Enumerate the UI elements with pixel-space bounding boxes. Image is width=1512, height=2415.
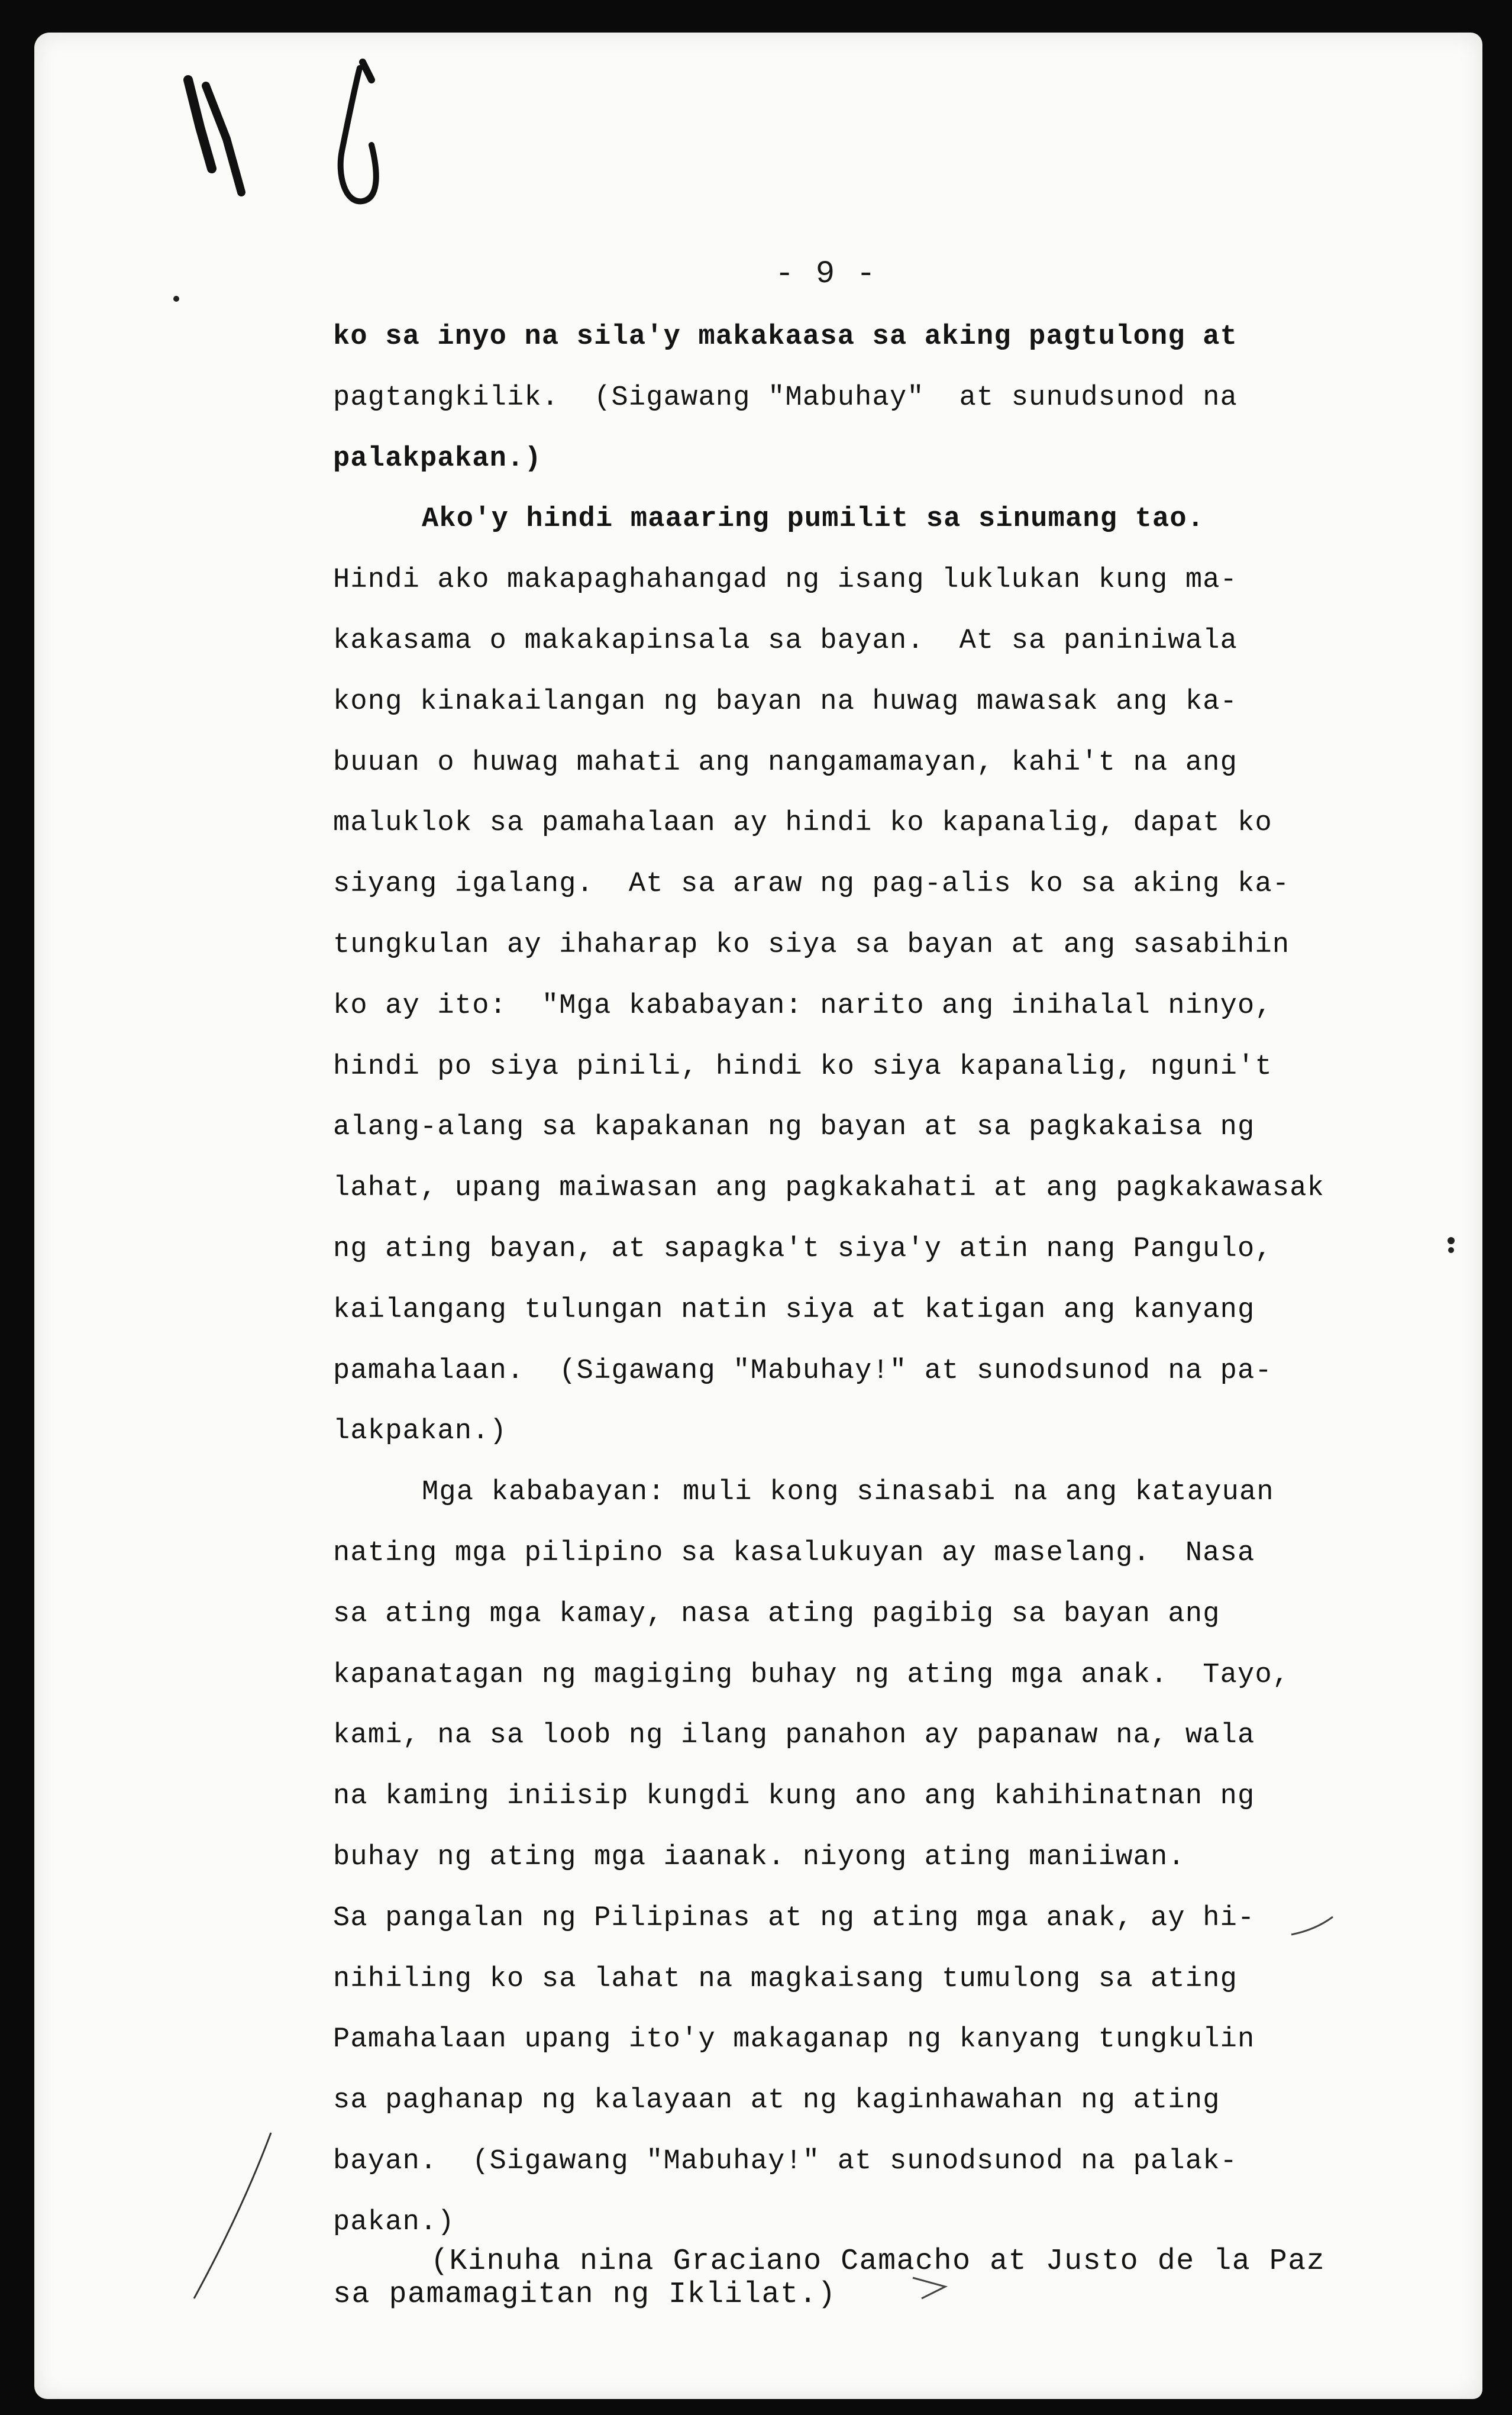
text-line: ko sa inyo na sila'y makakaasa sa aking pagtulong at xyxy=(333,321,1238,353)
page-number: - 9 - xyxy=(775,256,877,292)
text-line: maluklok sa pamahalaan ay hindi ko kapanalig, dapat ko xyxy=(333,808,1272,840)
pencil-stroke xyxy=(188,2127,277,2304)
text-line: hindi po siya pinili, hindi ko siya kapanalig, nguni't xyxy=(333,1051,1272,1083)
text-line: kami, na sa loob ng ilang panahon ay papanaw na, wala xyxy=(333,1720,1255,1752)
text-line: pamahalaan. (Sigawang "Mabuhay!" at sunodsunod na pa- xyxy=(333,1355,1272,1387)
text-line: sa ating mga kamay, nasa ating pagibig sa bayan ang xyxy=(333,1598,1220,1630)
credit-line: sa pamamagitan ng Iklilat.) xyxy=(333,2278,836,2311)
speech-body xyxy=(333,318,1481,2264)
text-line: Hindi ako makapaghahangad ng isang luklukan kung ma- xyxy=(333,564,1238,596)
text-line: lahat, upang maiwasan ang pagkakahati at ang pagkakawasak xyxy=(333,1173,1325,1205)
text-line: pagtangkilik. (Sigawang "Mabuhay" at sunudsunod na xyxy=(333,382,1238,414)
ink-speck xyxy=(1442,1234,1460,1257)
text-line: sa paghanap ng kalayaan at ng kaginhawahan ng ating xyxy=(333,2085,1220,2117)
text-line: kailangang tulungan natin siya at katigan ang kanyang xyxy=(333,1294,1255,1326)
text-line: kapanatagan ng magiging buhay ng ating mga anak. Tayo, xyxy=(333,1659,1290,1691)
document-page xyxy=(34,33,1482,2399)
text-line: kakasama o makakapinsala sa bayan. At sa paniniwala xyxy=(333,625,1238,657)
handwritten-pencil-marks xyxy=(176,56,425,246)
text-line: Ako'y hindi maaaring pumilit sa sinumang tao. xyxy=(422,503,1205,535)
text-line: tungkulan ay ihaharap ko siya sa bayan at ang sasabihin xyxy=(333,929,1290,961)
text-line: buuan o huwag mahati ang nangamamayan, kahi't na ang xyxy=(333,747,1238,779)
text-line: lakpakan.) xyxy=(333,1416,508,1448)
text-line: Sa pangalan ng Pilipinas at ng ating mga anak, ay hi- xyxy=(333,1902,1255,1934)
transcription-credit xyxy=(333,2245,1325,2311)
text-line: palakpakan.) xyxy=(333,443,542,474)
text-line: Mga kababayan: muli kong sinasabi na ang katayuan xyxy=(422,1477,1274,1509)
text-line: buhay ng ating mga iaanak. niyong ating maniiwan. xyxy=(333,1841,1185,1873)
text-line: Pamahalaan upang ito'y makaganap ng kanyang tungkulin xyxy=(333,2024,1255,2056)
text-line: pakan.) xyxy=(333,2206,455,2238)
text-line: siyang igalang. At sa araw ng pag-alis ko sa aking ka- xyxy=(333,869,1290,900)
text-line: nating mga pilipino sa kasalukuyan ay maselang. Nasa xyxy=(333,1537,1255,1569)
pencil-stroke xyxy=(1288,1914,1336,1938)
pencil-stroke xyxy=(910,2269,957,2304)
text-line: kong kinakailangan ng bayan na huwag mawasak ang ka- xyxy=(333,686,1238,718)
text-line: ko ay ito: "Mga kababayan: narito ang inihalal ninyo, xyxy=(333,990,1272,1022)
text-line: alang-alang sa kapakanan ng bayan at sa pagkakaisa ng xyxy=(333,1112,1255,1144)
text-line: nihiling ko sa lahat na magkaisang tumulong sa ating xyxy=(333,1963,1238,1995)
credit-line: (Kinuha nina Graciano Camacho at Justo de la Paz xyxy=(431,2245,1326,2278)
text-line: ng ating bayan, at sapagka't siya'y atin nang Pangulo, xyxy=(333,1233,1272,1265)
ink-speck xyxy=(170,293,182,305)
text-line: na kaming iniisip kungdi kung ano ang kahihinatnan ng xyxy=(333,1781,1255,1813)
text-line: bayan. (Sigawang "Mabuhay!" at sunodsunod na palak- xyxy=(333,2145,1238,2177)
